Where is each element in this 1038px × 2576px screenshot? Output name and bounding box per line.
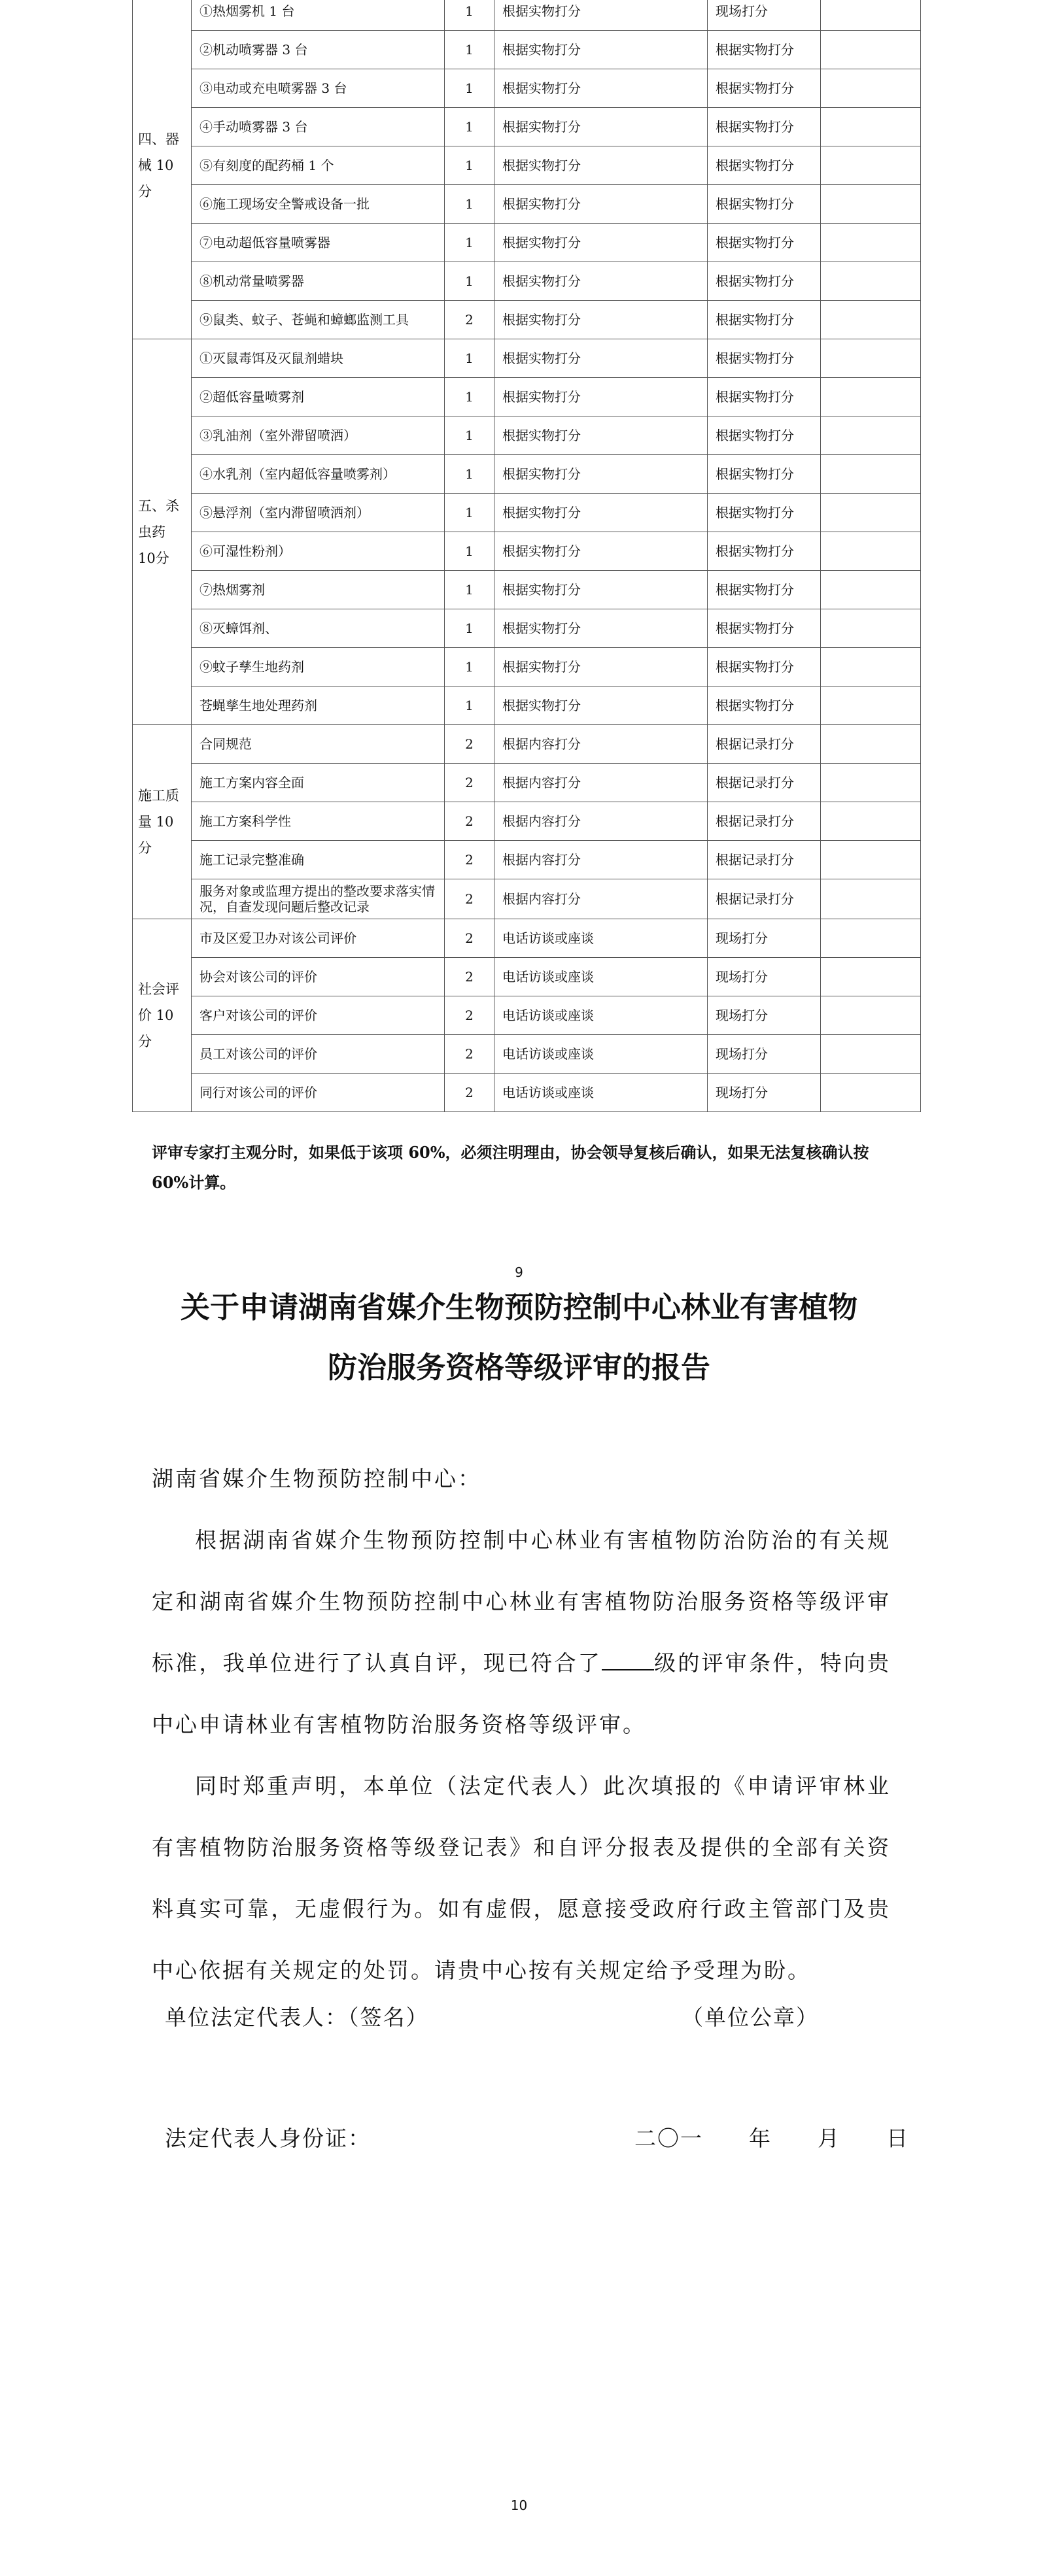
- remark-cell: [821, 802, 921, 841]
- method-cell: 根据实物打分: [494, 31, 708, 69]
- remark-cell: [821, 764, 921, 802]
- remark-cell: [821, 1074, 921, 1112]
- score-cell: 1: [445, 108, 494, 146]
- score-cell: 2: [445, 958, 494, 996]
- method-cell: 根据实物打分: [494, 224, 708, 262]
- method-cell: 根据实物打分: [494, 262, 708, 301]
- method-cell: 根据实物打分: [494, 455, 708, 494]
- method-cell: 电话访谈或座谈: [494, 958, 708, 996]
- method-cell: 根据实物打分: [494, 416, 708, 455]
- item-cell: ①热烟雾机 1 台: [192, 0, 445, 31]
- method-cell: 根据实物打分: [494, 686, 708, 725]
- table-row: [133, 185, 921, 224]
- item-cell: 合同规范: [192, 725, 445, 764]
- method-cell: 根据实物打分: [494, 0, 708, 31]
- method-cell: 根据内容打分: [494, 802, 708, 841]
- item-cell: ⑧机动常量喷雾器: [192, 262, 445, 301]
- remark-cell: [821, 146, 921, 185]
- score-cell: 1: [445, 416, 494, 455]
- method-cell: 根据实物打分: [494, 609, 708, 648]
- item-cell: 施工方案科学性: [192, 802, 445, 841]
- table-row: [133, 1074, 921, 1112]
- category-cell: 施工质量 10分: [133, 725, 192, 919]
- report-body: [152, 1448, 891, 2001]
- method-cell: 根据内容打分: [494, 764, 708, 802]
- item-cell: ③电动或充电喷雾器 3 台: [192, 69, 445, 108]
- remark-cell: [821, 339, 921, 378]
- remark-cell: [821, 0, 921, 31]
- paragraph-1-text-cont: 级的评审条件，特向贵中心申请林业有害植物防治服务资格等级评审。: [152, 1650, 891, 1737]
- item-cell: ⑤有刻度的配药桶 1 个: [192, 146, 445, 185]
- item-cell: ⑨鼠类、蚊子、苍蝇和蟑螂监测工具: [192, 301, 445, 339]
- table-row: [133, 958, 921, 996]
- mode-cell: 根据实物打分: [708, 146, 821, 185]
- date-line: 二〇一 年 月 日: [634, 2126, 909, 2151]
- table-row: [133, 996, 921, 1035]
- table-row: [133, 224, 921, 262]
- method-cell: 根据实物打分: [494, 146, 708, 185]
- remark-cell: [821, 1035, 921, 1074]
- table-row: [133, 571, 921, 609]
- remark-cell: [821, 841, 921, 879]
- item-cell: 苍蝇孳生地处理药剂: [192, 686, 445, 725]
- category-cell: 社会评价 10分: [133, 919, 192, 1112]
- score-cell: 1: [445, 31, 494, 69]
- table-row: [133, 1035, 921, 1074]
- score-cell: 1: [445, 339, 494, 378]
- mode-cell: 根据记录打分: [708, 841, 821, 879]
- page-number: 10: [510, 2498, 528, 2513]
- mode-cell: 根据实物打分: [708, 686, 821, 725]
- item-cell: 协会对该公司的评价: [192, 958, 445, 996]
- remark-cell: [821, 958, 921, 996]
- mode-cell: 根据实物打分: [708, 532, 821, 571]
- method-cell: 根据实物打分: [494, 185, 708, 224]
- score-cell: 1: [445, 609, 494, 648]
- report-title-line2: 防治服务资格等级评审的报告: [327, 1350, 710, 1385]
- method-cell: 根据实物打分: [494, 339, 708, 378]
- mode-cell: 根据实物打分: [708, 571, 821, 609]
- mode-cell: 根据记录打分: [708, 879, 821, 919]
- mode-cell: 根据实物打分: [708, 416, 821, 455]
- category-cell: 五、杀虫药 10分: [133, 339, 192, 725]
- method-cell: 根据内容打分: [494, 725, 708, 764]
- mode-cell: 根据实物打分: [708, 301, 821, 339]
- mode-cell: 根据实物打分: [708, 494, 821, 532]
- item-cell: ⑥可湿性粉剂）: [192, 532, 445, 571]
- mode-cell: 根据实物打分: [708, 185, 821, 224]
- remark-cell: [821, 919, 921, 958]
- method-cell: 电话访谈或座谈: [494, 1035, 708, 1074]
- mode-cell: 根据实物打分: [708, 339, 821, 378]
- mode-cell: 根据实物打分: [708, 455, 821, 494]
- mode-cell: 根据实物打分: [708, 378, 821, 416]
- score-cell: 1: [445, 262, 494, 301]
- report-paragraph-1: [152, 1510, 891, 1755]
- item-cell: ⑦热烟雾剂: [192, 571, 445, 609]
- signature-label: 单位法定代表人：（签名）: [165, 2005, 429, 2030]
- mode-cell: 根据记录打分: [708, 764, 821, 802]
- remark-cell: [821, 108, 921, 146]
- mode-cell: 现场打分: [708, 0, 821, 31]
- remark-cell: [821, 532, 921, 571]
- remark-cell: [821, 648, 921, 686]
- level-blank: [602, 1651, 654, 1670]
- table-row: [133, 69, 921, 108]
- mode-cell: 现场打分: [708, 958, 821, 996]
- score-cell: 2: [445, 802, 494, 841]
- mode-cell: 根据实物打分: [708, 609, 821, 648]
- mode-cell: 现场打分: [708, 1035, 821, 1074]
- method-cell: 电话访谈或座谈: [494, 996, 708, 1035]
- score-cell: 2: [445, 1074, 494, 1112]
- table-row: [133, 31, 921, 69]
- score-cell: 1: [445, 0, 494, 31]
- page-number: 9: [515, 1264, 523, 1280]
- table-row: [133, 494, 921, 532]
- item-cell: ③乳油剂（室外滞留喷洒）: [192, 416, 445, 455]
- table-row: [133, 146, 921, 185]
- score-cell: 1: [445, 455, 494, 494]
- item-cell: ②超低容量喷雾剂: [192, 378, 445, 416]
- table-row: [133, 455, 921, 494]
- remark-cell: [821, 69, 921, 108]
- item-cell: ⑦电动超低容量喷雾器: [192, 224, 445, 262]
- paragraph-1-text: 根据湖南省媒介生物预防控制中心林业有害植物防治防治的有关规定和湖南省媒介生物预防控制中心林业有害植物防治服务资格等级评审标准，我单位进行了认真自评，现已符合了: [152, 1527, 891, 1676]
- method-cell: 根据实物打分: [494, 301, 708, 339]
- item-cell: ④水乳剂（室内超低容量喷雾剂）: [192, 455, 445, 494]
- method-cell: 根据实物打分: [494, 648, 708, 686]
- method-cell: 根据实物打分: [494, 378, 708, 416]
- remark-cell: [821, 301, 921, 339]
- mode-cell: 根据实物打分: [708, 262, 821, 301]
- remark-cell: [821, 609, 921, 648]
- scoring-table: [132, 0, 921, 1112]
- remark-cell: [821, 494, 921, 532]
- item-cell: 客户对该公司的评价: [192, 996, 445, 1035]
- mode-cell: 根据实物打分: [708, 108, 821, 146]
- item-cell: ④手动喷雾器 3 台: [192, 108, 445, 146]
- report-paragraph-2: 同时郑重声明，本单位（法定代表人）此次填报的《申请评审林业有害植物防治服务资格等级登记表》和自评分报表及提供的全部有关资料真实可靠，无虚假行为。如有虚假，愿意接受政府行政主管部门及贵中心依据有关规定的处罚。请贵中心按有关规定给予受理为盼。: [152, 1773, 891, 1983]
- table-row: [133, 378, 921, 416]
- item-cell: 同行对该公司的评价: [192, 1074, 445, 1112]
- table-row: [133, 301, 921, 339]
- score-cell: 1: [445, 224, 494, 262]
- mode-cell: 根据记录打分: [708, 725, 821, 764]
- table-row: [133, 532, 921, 571]
- score-cell: 1: [445, 648, 494, 686]
- report-addressee: 湖南省媒介生物预防控制中心：: [152, 1466, 481, 1491]
- table-row: [133, 648, 921, 686]
- score-cell: 1: [445, 185, 494, 224]
- mode-cell: 根据实物打分: [708, 224, 821, 262]
- score-cell: 1: [445, 532, 494, 571]
- table-row: [133, 108, 921, 146]
- method-cell: 电话访谈或座谈: [494, 919, 708, 958]
- id-card-label: 法定代表人身份证：: [165, 2126, 371, 2151]
- mode-cell: 现场打分: [708, 996, 821, 1035]
- method-cell: 根据内容打分: [494, 879, 708, 919]
- remark-cell: [821, 185, 921, 224]
- table-row: [133, 919, 921, 958]
- remark-cell: [821, 416, 921, 455]
- item-cell: ②机动喷雾器 3 台: [192, 31, 445, 69]
- table-row: [133, 686, 921, 725]
- score-cell: 2: [445, 879, 494, 919]
- method-cell: 根据实物打分: [494, 69, 708, 108]
- remark-cell: [821, 879, 921, 919]
- table-row: [133, 416, 921, 455]
- score-cell: 1: [445, 494, 494, 532]
- remark-cell: [821, 725, 921, 764]
- mode-cell: 现场打分: [708, 919, 821, 958]
- score-cell: 1: [445, 69, 494, 108]
- score-cell: 2: [445, 301, 494, 339]
- scoring-note: 评审专家打主观分时，如果低于该项 60%，必须注明理由，协会领导复核后确认，如果无法复核确认按 60%计算。: [152, 1143, 869, 1192]
- mode-cell: 根据实物打分: [708, 69, 821, 108]
- table-row: [133, 0, 921, 31]
- remark-cell: [821, 996, 921, 1035]
- method-cell: 根据实物打分: [494, 532, 708, 571]
- method-cell: 根据内容打分: [494, 841, 708, 879]
- score-cell: 2: [445, 764, 494, 802]
- remark-cell: [821, 224, 921, 262]
- remark-cell: [821, 571, 921, 609]
- remark-cell: [821, 31, 921, 69]
- method-cell: 根据实物打分: [494, 494, 708, 532]
- score-cell: 2: [445, 919, 494, 958]
- score-cell: 1: [445, 146, 494, 185]
- mode-cell: 根据记录打分: [708, 802, 821, 841]
- remark-cell: [821, 378, 921, 416]
- item-cell: ⑥施工现场安全警戒设备一批: [192, 185, 445, 224]
- score-cell: 2: [445, 841, 494, 879]
- score-cell: 2: [445, 996, 494, 1035]
- table-row: [133, 802, 921, 841]
- item-cell: ⑧灭蟑饵剂、: [192, 609, 445, 648]
- seal-label: （单位公章）: [682, 2005, 819, 2030]
- table-row: [133, 879, 921, 919]
- table-row: [133, 725, 921, 764]
- table-row: [133, 764, 921, 802]
- item-cell: 施工记录完整准确: [192, 841, 445, 879]
- table-row: [133, 609, 921, 648]
- item-cell: 员工对该公司的评价: [192, 1035, 445, 1074]
- mode-cell: 现场打分: [708, 1074, 821, 1112]
- score-cell: 1: [445, 378, 494, 416]
- item-cell: ⑨蚊子孳生地药剂: [192, 648, 445, 686]
- method-cell: 根据实物打分: [494, 571, 708, 609]
- item-cell: 市及区爱卫办对该公司评价: [192, 919, 445, 958]
- table-row: [133, 339, 921, 378]
- item-cell: 服务对象或监理方提出的整改要求落实情况，自查发现问题后整改记录: [192, 879, 445, 919]
- remark-cell: [821, 455, 921, 494]
- mode-cell: 根据实物打分: [708, 31, 821, 69]
- method-cell: 电话访谈或座谈: [494, 1074, 708, 1112]
- item-cell: 施工方案内容全面: [192, 764, 445, 802]
- score-cell: 2: [445, 725, 494, 764]
- remark-cell: [821, 686, 921, 725]
- category-cell: 四、器械 10分: [133, 0, 192, 339]
- table-row: [133, 262, 921, 301]
- score-cell: 2: [445, 1035, 494, 1074]
- table-row: [133, 841, 921, 879]
- method-cell: 根据实物打分: [494, 108, 708, 146]
- item-cell: ①灭鼠毒饵及灭鼠剂蜡块: [192, 339, 445, 378]
- score-cell: 1: [445, 686, 494, 725]
- score-cell: 1: [445, 571, 494, 609]
- item-cell: ⑤悬浮剂（室内滞留喷洒剂）: [192, 494, 445, 532]
- remark-cell: [821, 262, 921, 301]
- mode-cell: 根据实物打分: [708, 648, 821, 686]
- report-title-line1: 关于申请湖南省媒介生物预防控制中心林业有害植物: [180, 1290, 857, 1325]
